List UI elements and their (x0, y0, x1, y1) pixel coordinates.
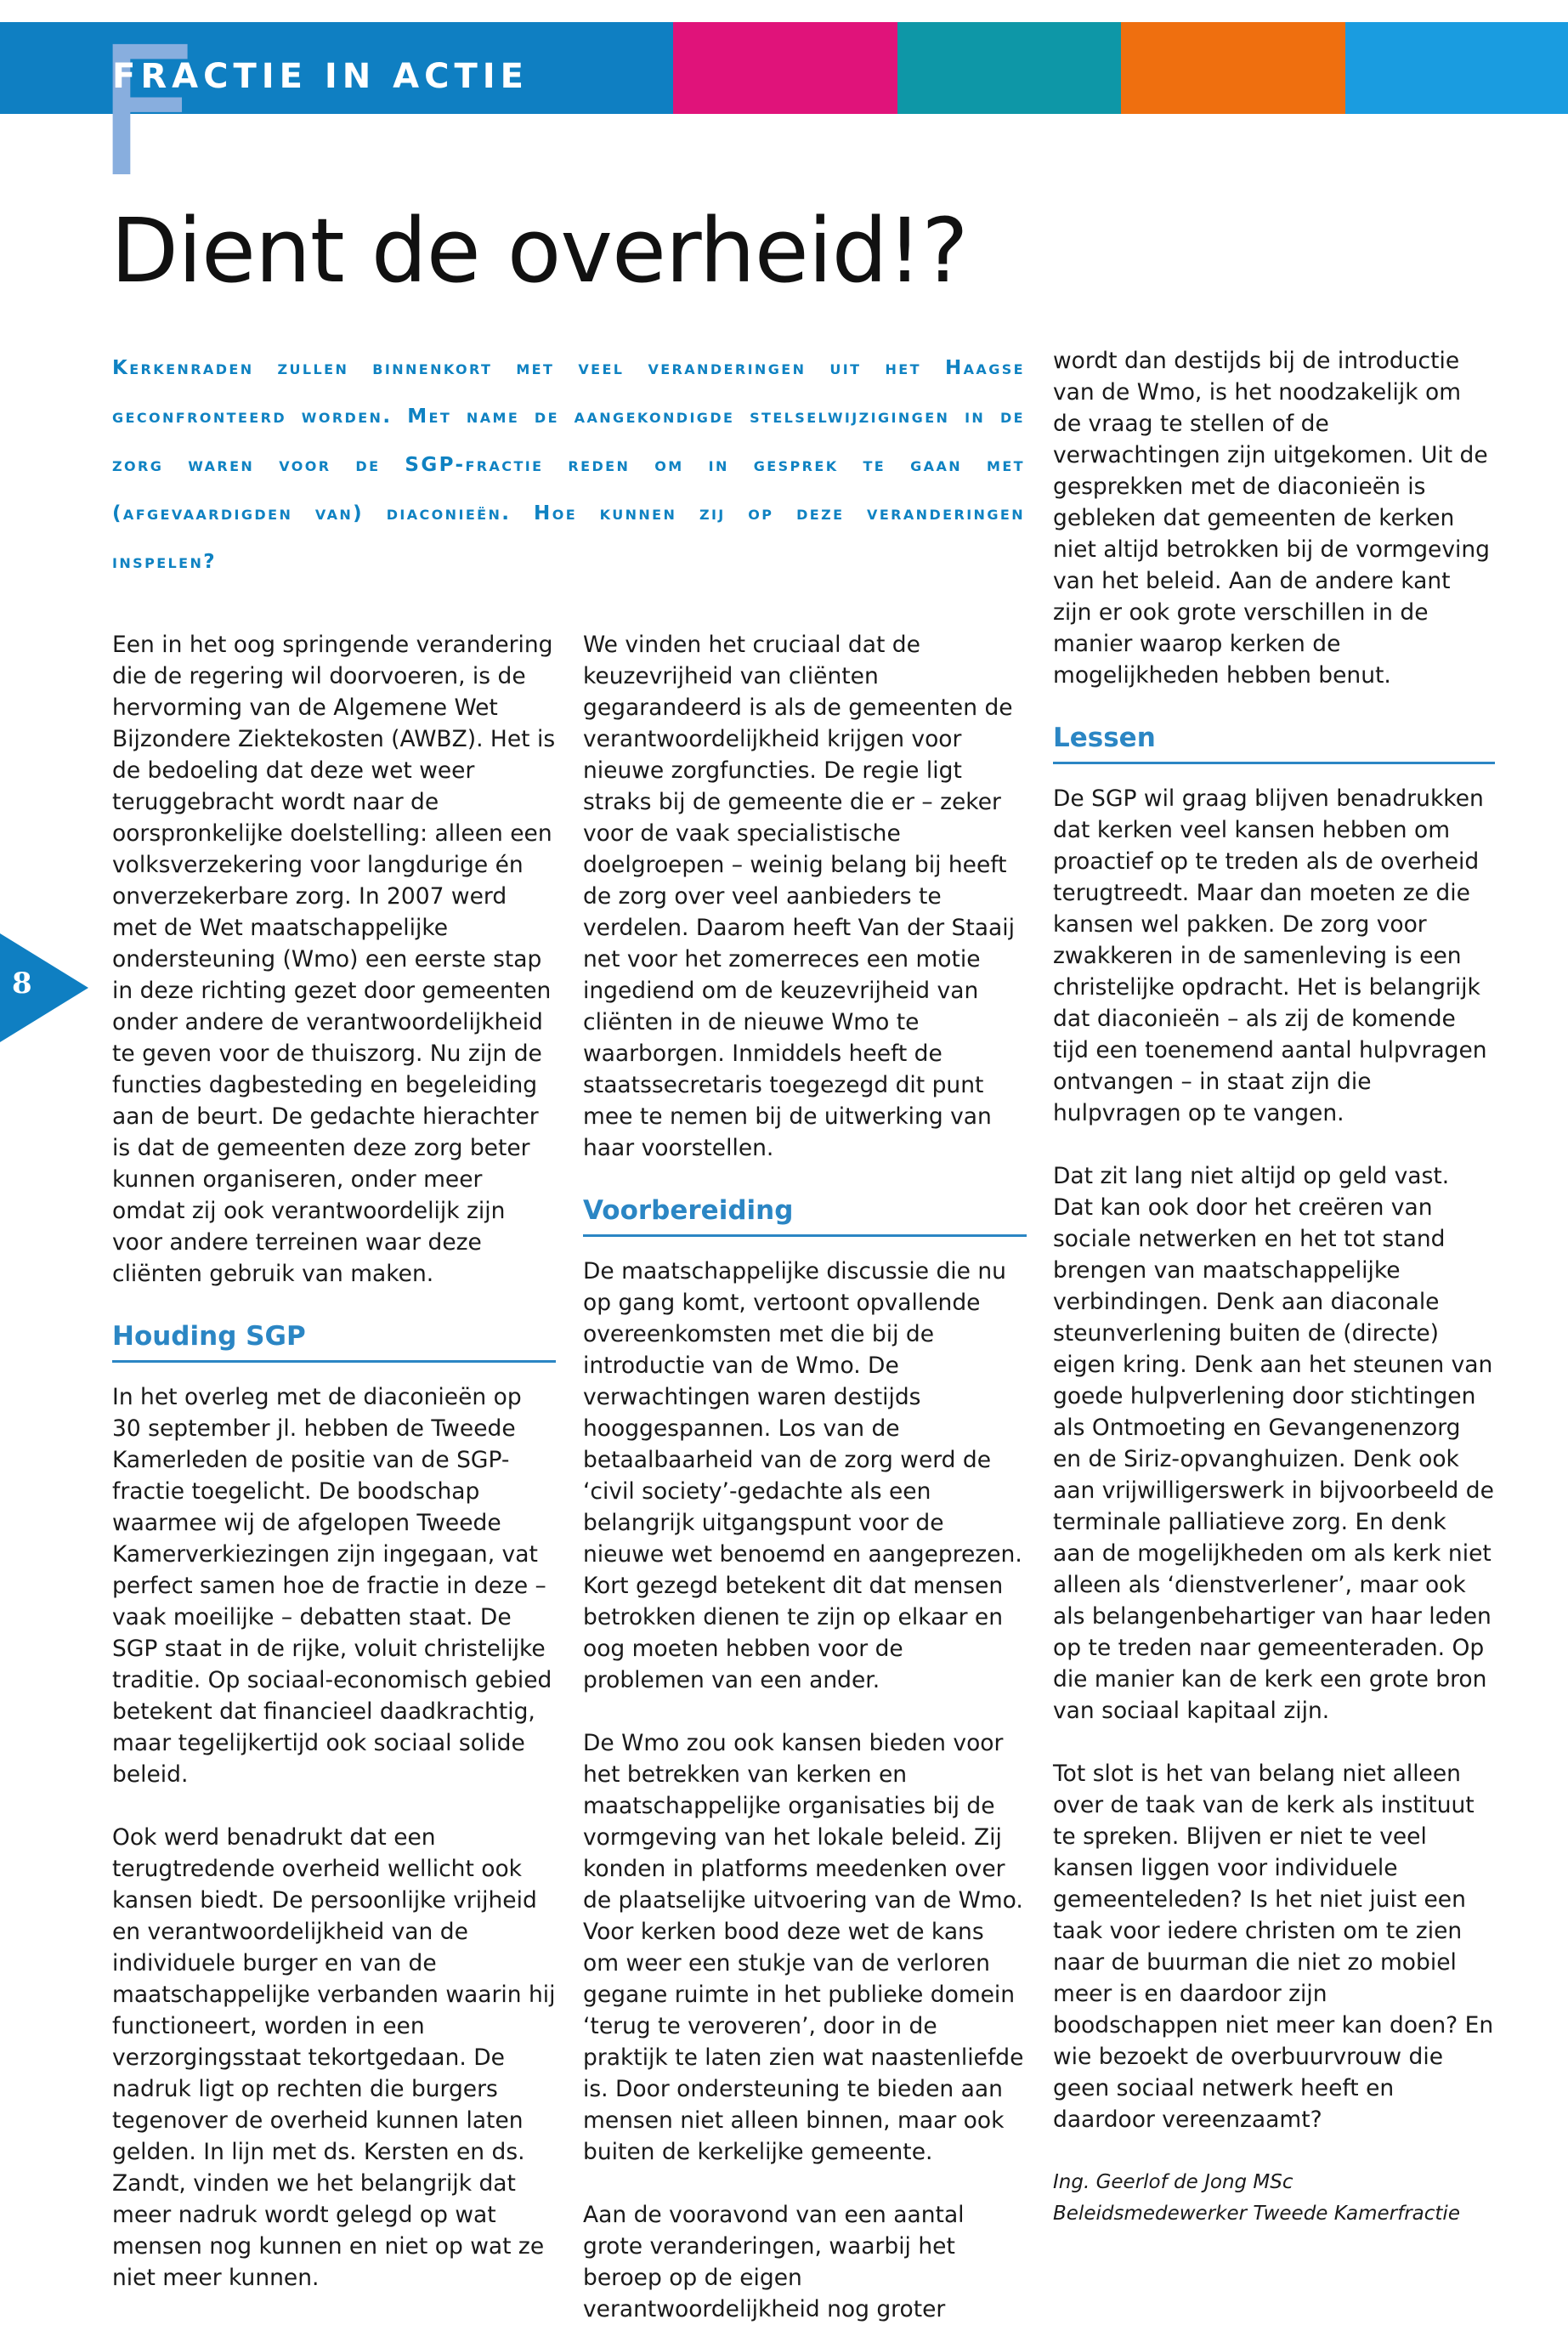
author-name: Ing. Geerlof de Jong MSc (1053, 2171, 1293, 2193)
band-segment-orange (1121, 22, 1345, 114)
column2-paragraph-2: De Wmo zou ook kansen bieden voor het betrekken van kerken en maatschappelijke organisaties bij de vormgeving van het lokale beleid. Zij konden in platforms meedenken over de plaatselijke uitvoering van de Wmo. Voor kerken bood deze wet de kans om weer een stukje van de verloren gegane ruimte in het publieke domein ‘terug te veroveren’, door in de praktijk te laten zien wat naastenliefde is. Door ondersteuning te bieden aan mensen niet alleen binnen, maar ook buiten de kerkelijke gemeente. (583, 1730, 1024, 2165)
column2-paragraph-3: Aan de vooravond van een aantal grote veranderingen, waarbij het beroep op de eigen verantwoordelijkheid nog groter (583, 2202, 965, 2322)
text-column-3 (1053, 345, 1495, 2230)
column3-paragraph-1: De SGP wil graag blijven benadrukken dat kerken veel kansen hebben om proactief op te treden als de overheid terugtreedt. Maar dan moeten ze die kansen wel pakken. De zorg voor zwakkeren in de samenleving is een christelijke opdracht. Het is belangrijk dat diaconieën – als zij de komende tijd een toenemend aantal hulpvragen ontvangen – in staat zijn die hulpvragen op te vangen. (1053, 785, 1487, 1126)
article-title: Dient de overheid!? (110, 199, 968, 303)
subheading-lessen: Lessen (1053, 723, 1495, 764)
column2-paragraph-1: De maatschappelijke discussie die nu op gang komt, vertoont opvallende overeenkomsten met die bij de introductie van de Wmo. De verwachtingen waren destijds hooggespannen. Los van de betaalbaarheid van de zorg werd de ‘civil society’-gedachte als een belangrijk uitgangspunt voor de nieuwe wet benoemd en aangeprezen. Kort gezegd betekent dit dat mensen betrokken dienen te zijn op elkaar en oog moeten hebben voor de problemen van een ander. (583, 1258, 1022, 1693)
column3-paragraph-3: Tot slot is het van belang niet alleen over de taak van de kerk als instituut te spreken. Blijven er niet te veel kansen liggen voor individuele gemeenteleden? Is het niet juist een taak voor iedere christen om te zien naar de buurman die niet zo mobiel meer is en daardoor zijn boodschappen niet meer kan doen? En wie bezoekt de overbuurvrouw die geen sociaal netwerk heeft en daardoor vereenzaamt? (1053, 1761, 1494, 2133)
author-signature (1053, 2167, 1495, 2230)
text-column-2 (583, 629, 1027, 2325)
band-segment-teal (897, 22, 1121, 114)
article-lead: Kerkenraden zullen binnenkort met veel veranderingen uit het Haagse geconfronteerd worden. Met name de aangekondigde stelselwijzigingen in de zorg waren voor de SGP-fractie reden om in gesprek te gaan met (afgevaardigden van) diaconieën. Hoe kunnen zij op deze veranderingen inspelen? (112, 357, 1025, 573)
author-role: Beleidsmedewerker Tweede Kamerfractie (1053, 2203, 1460, 2225)
column1-paragraph-2: Ook werd benadrukt dat een terugtredende overheid wellicht ook kansen biedt. De persoonlijke vrijheid en verantwoordelijkheid van de individuele burger en van de maatschappelijke verbanden waarin hij functioneert, worden in een verzorgingsstaat tekortgedaan. De nadruk ligt op rechten die burgers tegenover de overheid kunnen laten gelden. In lijn met ds. Kersten en ds. Zandt, vinden we het belangrijk dat meer nadruk wordt gelegd op wat mensen nog kunnen en niet op wat ze niet meer kunnen. (112, 1824, 556, 2291)
column1-paragraph-1: In het overleg met de diaconieën op 30 september jl. hebben de Tweede Kamerleden de positie van de SGP-fractie toegelicht. De boodschap waarmee wij de afgelopen Tweede Kamerverkiezingen zijn ingegaan, vat perfect samen hoe de fractie in deze – vaak moeilijke – debatten staat. De SGP staat in de rijke, voluit christelijke traditie. Op sociaal-economisch gebied betekent dat financieel daadkrachtig, maar tegelijkertijd ook sociaal solide beleid. (112, 1384, 552, 1788)
column2-intro: We vinden het cruciaal dat de keuzevrijheid van cliënten gegarandeerd is als de gemeenten de verantwoordelijkheid krijgen voor nieuwe zorgfuncties. De regie ligt straks bij de gemeente die er – zeker voor de vaak specialistische doelgroepen – weinig belang bij heeft de zorg over veel aanbieders te verdelen. Daarom heeft Van der Staaij net voor het zomerreces een motie ingediend om de keuzevrijheid van cliënten in de nieuwe Wmo te waarborgen. Inmiddels heeft de staatssecretaris toegezegd dit punt mee te nemen bij de uitwerking van haar voorstellen. (583, 632, 1015, 1161)
subheading-houding-sgp: Houding SGP (112, 1321, 556, 1363)
column3-paragraph-2: Dat zit lang niet altijd op geld vast. Dat kan ook door het creëren van sociale netwerken en het tot stand brengen van maatschappelijke verbindingen. Denk aan diaconale steunverlening buiten de (directe) eigen kring. Denk aan het steunen van goede hulpverlening door stichtingen als Ontmoeting en Gevangenenzorg en de Siriz-opvanghuizen. Denk ook aan vrijwilligerswerk in bijvoorbeeld de terminale palliatieve zorg. En denk aan de mogelijkheden om als kerk niet alleen als ‘dienstverlener’, maar ook als belangenbehartiger van haar leden op te treden naar gemeenteraden. Op die manier kan de kerk een grote bron van sociaal kapitaal zijn. (1053, 1163, 1494, 1724)
band-segment-magenta (673, 22, 897, 114)
text-column-1 (112, 629, 556, 2294)
column1-intro: Een in het oog springende verandering die de regering wil doorvoeren, is de hervorming van de Algemene Wet Bijzondere Ziektekosten (AWBZ). Het is de bedoeling dat deze wet weer teruggebracht wordt naar de oorspronkelijke doelstelling: alleen een volksverzekering voor langdurige én onverzekerbare zorg. In 2007 werd met de Wet maatschappelijke ondersteuning (Wmo) een eerste stap in deze richting gezet door gemeenten onder andere de verantwoordelijkheid te geven voor de thuiszorg. Nu zijn de functies dagbesteding en begeleiding aan de beurt. De gedachte hierachter is dat de gemeenten deze zorg beter kunnen organiseren, onder meer omdat zij ook verantwoordelijk zijn voor andere terreinen waar deze cliënten gebruik van maken. (112, 632, 556, 1287)
page-number: 8 (12, 967, 32, 1001)
section-label: FRACTIE IN ACTIE (112, 57, 529, 96)
section-initial-letter: F (95, 9, 195, 217)
band-segment-light-blue (1345, 22, 1568, 114)
subheading-voorbereiding: Voorbereiding (583, 1195, 1027, 1237)
column3-intro: wordt dan destijds bij de introductie van de Wmo, is het noodzakelijk om de vraag te stellen of de verwachtingen zijn uitgekomen. Uit de gesprekken met de diaconieën is gebleken dat gemeenten de kerken niet altijd betrokken bij de vormgeving van het beleid. Aan de andere kant zijn er ook grote verschillen in de manier waarop kerken de mogelijkheden hebben benut. (1053, 348, 1490, 689)
